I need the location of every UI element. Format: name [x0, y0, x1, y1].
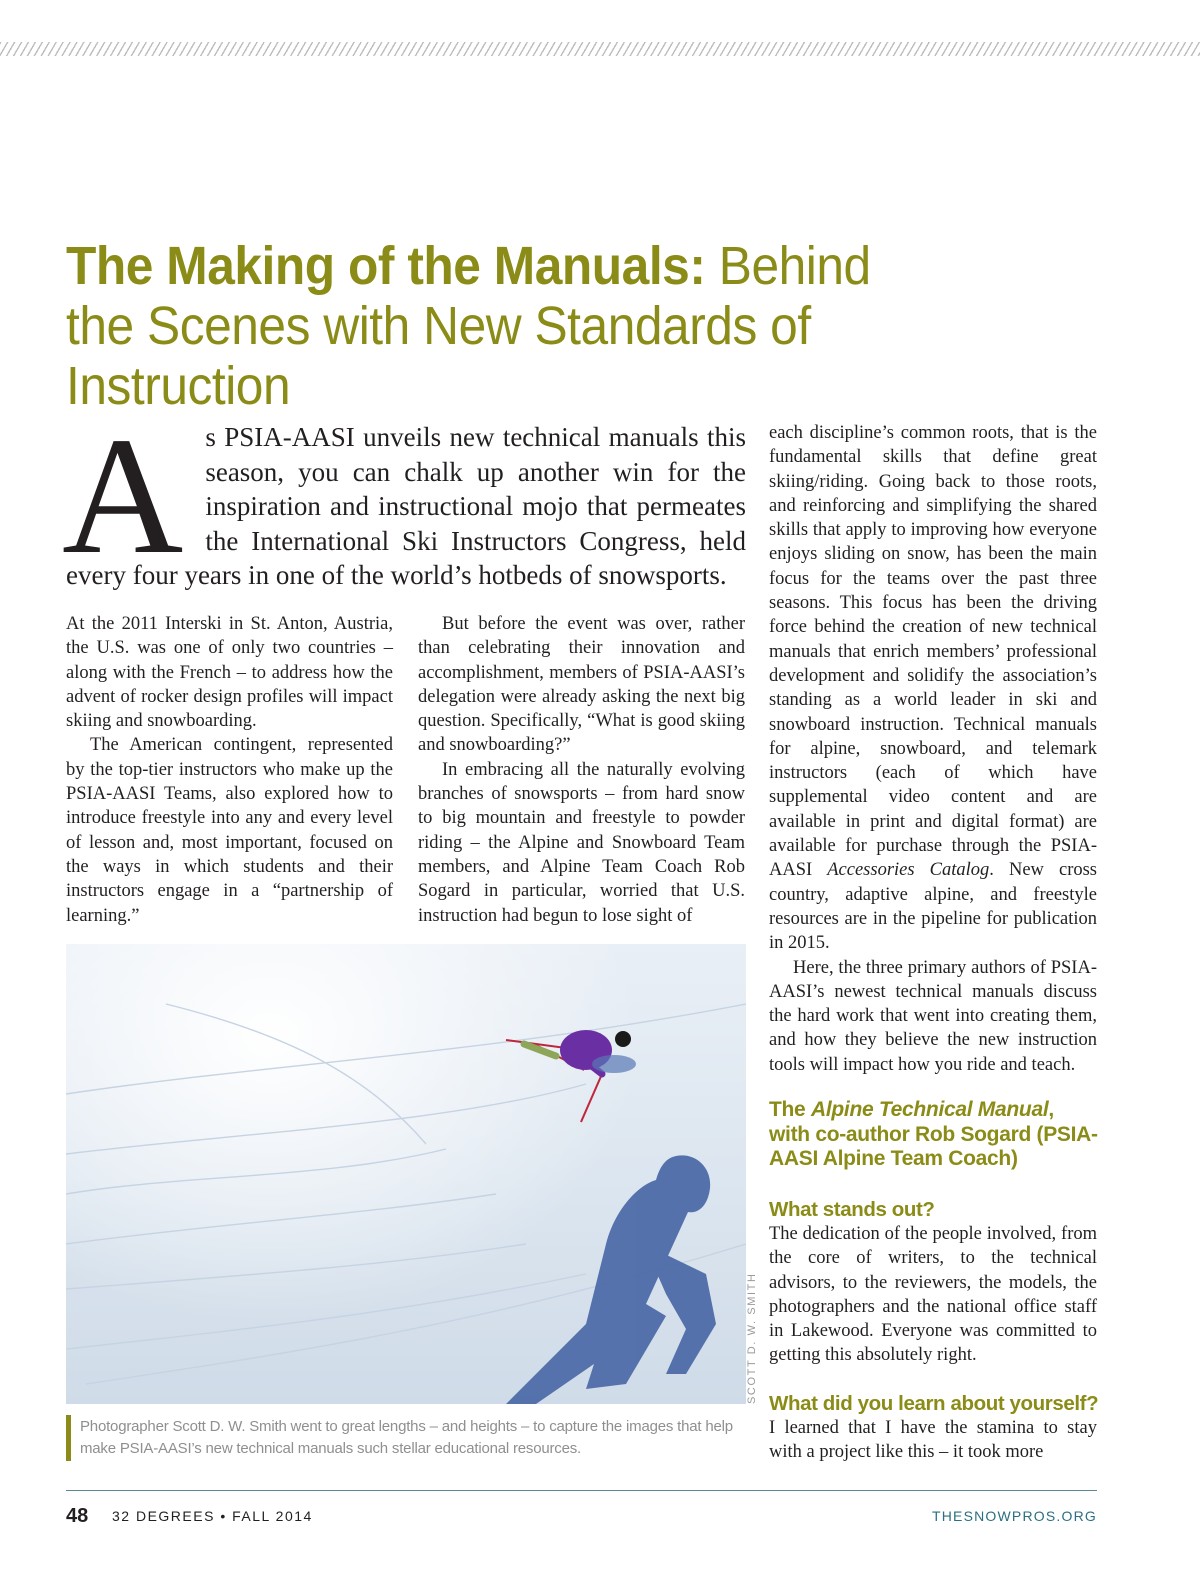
paragraph: Here, the three primary authors of PSIA-AASI’s newest technical manuals discuss the hard work that went into creating them, and how they believe the new instruction tools will impact how you ride and teach. [769, 957, 1097, 1075]
article-headline [66, 236, 876, 416]
drop-cap: A [62, 403, 184, 589]
paragraph: But before the event was over, rather than celebrating their innovation and accomplishment, members of PSIA-AASI’s delegation were already asking the next big question. Specifically, “What is good skiing and snowboarding?” [418, 614, 745, 756]
header-hatch-band [0, 42, 1200, 56]
paragraph: In embracing all the naturally evolving branches of snowsports – from hard snow to big mountain and freestyle to powder riding – the Alpine and Snowboard Team members, and Alpine Team Coach Rob Sogard in particular, worried that U.S. instruction had begun to lose sight of [418, 759, 745, 926]
footer-rule [66, 1490, 1097, 1491]
skier [506, 1030, 636, 1122]
paragraph: The American contingent, represented by the top-tier instructors who make up the PSIA-AASI Teams, also explored how to introduce freestyle into any and every level of lesson and, most important, focused on the ways in which students and their instructors engage in a “partnership of learning.” [66, 735, 393, 926]
text-run: each discipline’s common roots, that is the fundamental skills that define great skiing/riding. Going back to those roots, and reinforcing and simplifying the shared skills that apply to improving how everyone enjoys sliding on snow, has been the main focus for the teams over the past three seasons. This focus has been the driving force behind the creation of new technical manuals that enrich members’ professional development and solidify the association’s standing as a world leader in ski and snowboard instruction. Technical manuals for alpine, snowboard, and telemark instructors (each of which have supplemental video content and are available in print and digital format) are available for purchase through the PSIA-AASI [769, 423, 1097, 881]
question-heading: What did you learn about yourself? [769, 1392, 1099, 1415]
photographer-shadow [506, 1155, 716, 1404]
headline-subtitle: Behind the Scenes with New Standards of Instruction [66, 236, 871, 416]
headline-bold: The Making of the Manuals: [66, 236, 706, 296]
page-number: 48 [66, 1505, 89, 1527]
lede-text: s PSIA-AASI unveils new technical manuals this season, you can chalk up another win for the inspiration and instructional mojo that permeates the International Ski Instructors Congress, held every four years in one of the world’s hotbeds of snowsports. [66, 422, 746, 590]
column-2 [418, 612, 745, 928]
publication-info: 32 DEGREES • FALL 2014 [112, 1508, 313, 1524]
paragraph [769, 421, 1097, 956]
photo-caption: Photographer Scott D. W. Smith went to great lengths – and heights – to capture the images that help make PSIA-AASI’s new technical manuals such stellar educational resources. [80, 1418, 733, 1457]
heading-pre: The [769, 1098, 811, 1121]
caption-bar [66, 1415, 71, 1461]
catalog-title: Accessories Catalog [827, 860, 990, 881]
text-run: . New cross country, adaptive alpine, and freestyle resources are in the pipeline for publication in 2015. [769, 860, 1098, 954]
photo-credit: SCOTT D. W. SMITH [746, 1272, 758, 1404]
column-3 [769, 421, 1097, 1077]
photo-illustration [66, 944, 746, 1404]
answer-paragraph: I learned that I have the stamina to stay with a project like this – it took more [769, 1418, 1097, 1463]
column-1 [66, 612, 393, 928]
paragraph: At the 2011 Interski in St. Anton, Austria, the U.S. was one of only two countries – along with the French – to address how the advent of rocker design profiles will impact skiing and snowboarding. [66, 614, 393, 732]
heading-post: , with co-author Rob Sogard (PSIA-AASI Alpine Team Coach) [769, 1098, 1098, 1170]
manual-title: Alpine Technical Manual [810, 1098, 1049, 1121]
question-heading: What stands out? [769, 1198, 935, 1221]
skier-photo [66, 944, 746, 1404]
answer-paragraph: The dedication of the people involved, from the core of writers, to the technical advisors, to the reviewers, the models, the photographers and the national office staff in Lakewood. Everyone was committed to getting this absolutely right. [769, 1224, 1097, 1366]
section-heading [769, 1098, 1099, 1172]
website-link[interactable]: THESNOWPROS.ORG [931, 1508, 1097, 1524]
lede-paragraph [62, 403, 746, 593]
